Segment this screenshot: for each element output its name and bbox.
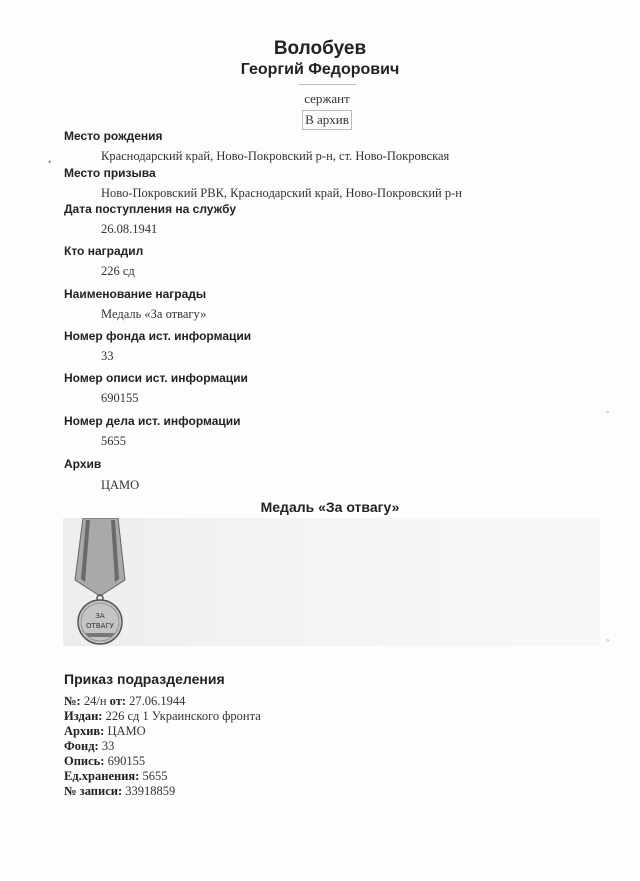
field-label-birthplace: Место рождения: [64, 129, 163, 143]
order-archive-label: Архив:: [64, 724, 105, 738]
order-date-label: от:: [109, 694, 127, 708]
order-archive-line: [64, 724, 146, 739]
field-value-fund-number: 33: [101, 349, 114, 363]
scan-speck: ◦: [606, 407, 610, 417]
scan-speck: ◦: [606, 635, 610, 645]
field-value-file-number: 5655: [101, 434, 126, 448]
order-inventory-value: 690155: [104, 754, 146, 768]
order-archive-value: ЦАМО: [104, 724, 146, 738]
order-issued-value: 226 сд 1 Украинского фронта: [102, 709, 261, 723]
order-storage-unit-label: Ед.хранения:: [64, 769, 140, 783]
field-label-inventory-number: Номер описи ист. информации: [64, 371, 248, 385]
order-fund-value: 33: [98, 739, 115, 753]
scan-speck: •: [48, 157, 52, 167]
field-label-file-number: Номер дела ист. информации: [64, 414, 241, 428]
order-number-line: [64, 694, 185, 709]
order-number-label: №:: [64, 694, 81, 708]
person-surname: Волобуев: [273, 38, 367, 59]
order-record-number-value: 33918859: [122, 784, 176, 798]
field-value-conscription-place: Ново-Покровский РВК, Краснодарский край, Ново-Покровский р-н: [101, 186, 462, 200]
field-label-fund-number: Номер фонда ист. информации: [64, 329, 252, 343]
field-label-awarded-by: Кто наградил: [64, 244, 144, 258]
field-value-birthplace: Краснодарский край, Ново-Покровский р-н, ст. Ново-Покровская: [101, 149, 450, 163]
order-section-title: Приказ подразделения: [64, 671, 225, 687]
order-inventory-label: Опись:: [64, 754, 105, 768]
order-record-number-label: № записи:: [64, 784, 123, 798]
order-fund-label: Фонд:: [64, 739, 99, 753]
order-inventory-line: [64, 754, 145, 769]
field-label-service-date: Дата поступления на службу: [64, 202, 237, 216]
medal-inscription-otvagu: ОТВАГУ: [86, 622, 114, 630]
field-value-service-date: 26.08.1941: [101, 222, 158, 236]
field-value-inventory-number: 690155: [101, 391, 139, 405]
medal-tank-relief: [85, 633, 115, 637]
order-number-value: 24/н: [80, 694, 110, 708]
order-issued-label: Издан:: [64, 709, 103, 723]
medal-za-otvagu-image: [63, 518, 153, 646]
order-record-number-line: [64, 784, 175, 799]
field-label-conscription-place: Место призыва: [64, 166, 156, 180]
field-value-award-name: Медаль «За отвагу»: [101, 307, 207, 321]
rank-block: [298, 84, 356, 130]
order-storage-unit-value: 5655: [139, 769, 168, 783]
order-date-value: 27.06.1944: [126, 694, 186, 708]
order-storage-unit-line: [64, 769, 167, 784]
to-archive-button[interactable]: В архив: [302, 110, 352, 130]
medal-image-panel: [63, 518, 600, 646]
field-label-archive: Архив: [64, 457, 102, 471]
order-issued-line: [64, 709, 261, 724]
field-value-archive: ЦАМО: [101, 478, 140, 492]
person-given-names: Георгий Федорович: [240, 61, 400, 78]
medal-inscription-za: ЗА: [95, 612, 105, 620]
person-rank: сержант: [304, 91, 350, 106]
field-label-award-name: Наименование награды: [64, 287, 207, 301]
medal-section-title: Медаль «За отвагу»: [260, 499, 400, 515]
order-fund-line: [64, 739, 114, 754]
field-value-awarded-by: 226 сд: [101, 264, 135, 278]
